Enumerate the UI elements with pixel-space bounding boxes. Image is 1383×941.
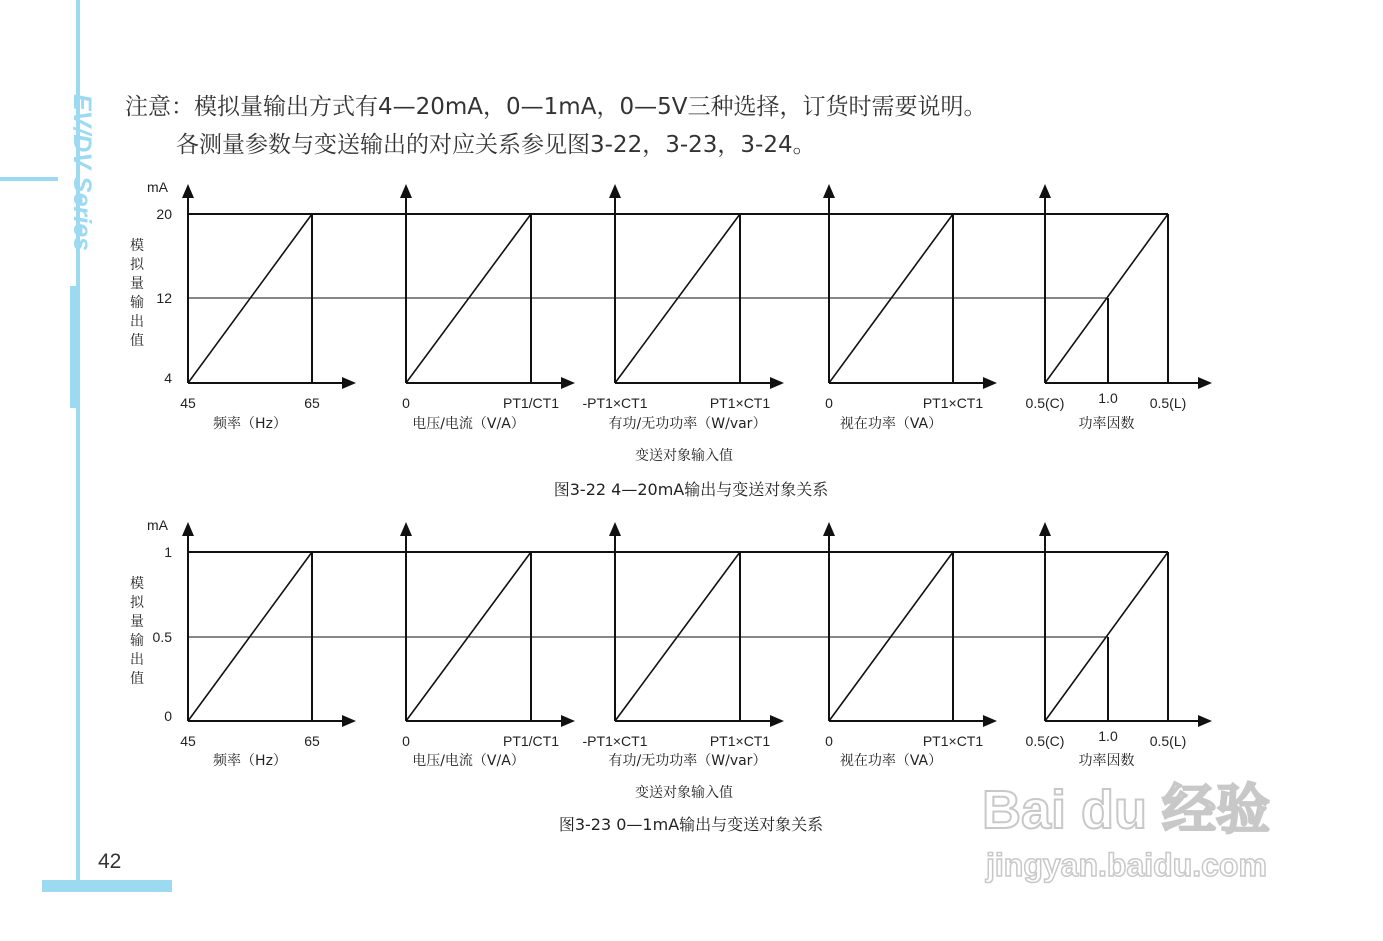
y-axis-arrow [823,522,835,536]
baidu-watermark [980,770,1310,890]
y-tick-label: 12 [156,290,172,306]
x-axis-arrow [983,715,997,727]
x-min-label: 0 [402,395,410,411]
panel-quantity-label: 视在功率（VA） [839,416,943,432]
panel-quantity-label: 视在功率（VA） [839,753,943,769]
series-label-text: EV/DV Series [68,94,96,252]
y-axis-label-char: 拟 [130,595,144,611]
watermark-url: jingyan.baidu.com [986,847,1267,883]
y-axis-arrow [1039,522,1051,536]
y-tick-label: 4 [164,370,172,386]
y-unit-label: mA [147,517,168,533]
figure-caption: 图3-22 4—20mA输出与变送对象关系 [553,480,829,499]
y-axis-label-char: 模 [130,576,144,592]
y-axis-label-char: 输 [130,633,144,649]
x-min-label: 0 [825,733,833,749]
x-max-label: 0.5(L) [1149,733,1187,749]
y-axis-label-char: 值 [130,671,144,687]
x-min-label: 0.5(C) [1025,733,1065,749]
x-min-label: 0 [402,733,410,749]
x-max-label: PT1/CT1 [502,395,560,411]
y-axis-label-char: 输 [130,295,144,311]
y-tick-label: 0 [164,708,172,724]
panel-quantity-label: 有功/无功功率（W/var） [608,753,767,769]
x-max-label: 0.5(L) [1149,395,1187,411]
x-min-label: -PT1×CT1 [582,395,648,411]
panel-quantity-label: 有功/无功功率（W/var） [608,416,767,432]
x-min-label: 45 [180,733,196,749]
y-axis-label-char: 出 [130,652,144,668]
x-min-label: 0 [825,395,833,411]
x-max-label: PT1×CT1 [922,395,984,411]
x-min-label: 0.5(C) [1025,395,1065,411]
panel-quantity-label: 频率（Hz） [213,416,287,432]
x-min-label: -PT1×CT1 [582,733,648,749]
y-axis-label-char: 模 [130,238,144,254]
x-mid-label: 1.0 [1098,390,1118,406]
y-axis-label-char: 量 [130,276,144,292]
x-max-label: PT1/CT1 [502,733,560,749]
panel-quantity-label: 频率（Hz） [213,753,287,769]
panel-quantity-label: 功率因数 [1078,416,1135,432]
x-axis-arrow [1198,715,1212,727]
y-unit-label: mA [147,179,168,195]
note-text: 注意：模拟量输出方式有4—20mA，0—1mA，0—5V三种选择，订货时需要说明。 [125,94,987,120]
y-axis-arrow [609,522,621,536]
x-axis-title: 变送对象输入值 [635,448,733,464]
x-max-label: PT1×CT1 [709,395,771,411]
x-max-label: 65 [304,395,320,411]
x-min-label: 45 [180,395,196,411]
y-tick-label: 20 [156,206,172,222]
x-mid-label: 1.0 [1098,728,1118,744]
x-max-label: PT1×CT1 [922,733,984,749]
y-axis-arrow [182,522,194,536]
page-number: 42 [98,850,122,873]
y-tick-label: 1 [164,544,172,560]
figure-caption: 图3-23 0—1mA输出与变送对象关系 [558,815,824,834]
x-axis-arrow [342,715,356,727]
y-tick-label: 0.5 [152,629,172,645]
x-axis-title: 变送对象输入值 [635,785,733,801]
panel-quantity-label: 电压/电流（V/A） [412,753,525,769]
x-max-label: PT1×CT1 [709,733,771,749]
panel-quantity-label: 电压/电流（V/A） [412,416,525,432]
x-axis-arrow [561,715,575,727]
reference-paragraph: 各测量参数与变送输出的对应关系参见图3-22，3-23，3-24。 [176,132,816,158]
x-max-label: 65 [304,733,320,749]
y-axis-arrow [400,522,412,536]
x-axis-arrow [770,715,784,727]
watermark-logo: Bai du 经验 [982,780,1271,840]
y-axis-label-char: 拟 [130,257,144,273]
y-axis-label-char: 值 [130,333,144,349]
panel-quantity-label: 功率因数 [1078,753,1135,769]
y-axis-label-char: 出 [130,314,144,330]
y-axis-label-char: 量 [130,614,144,630]
